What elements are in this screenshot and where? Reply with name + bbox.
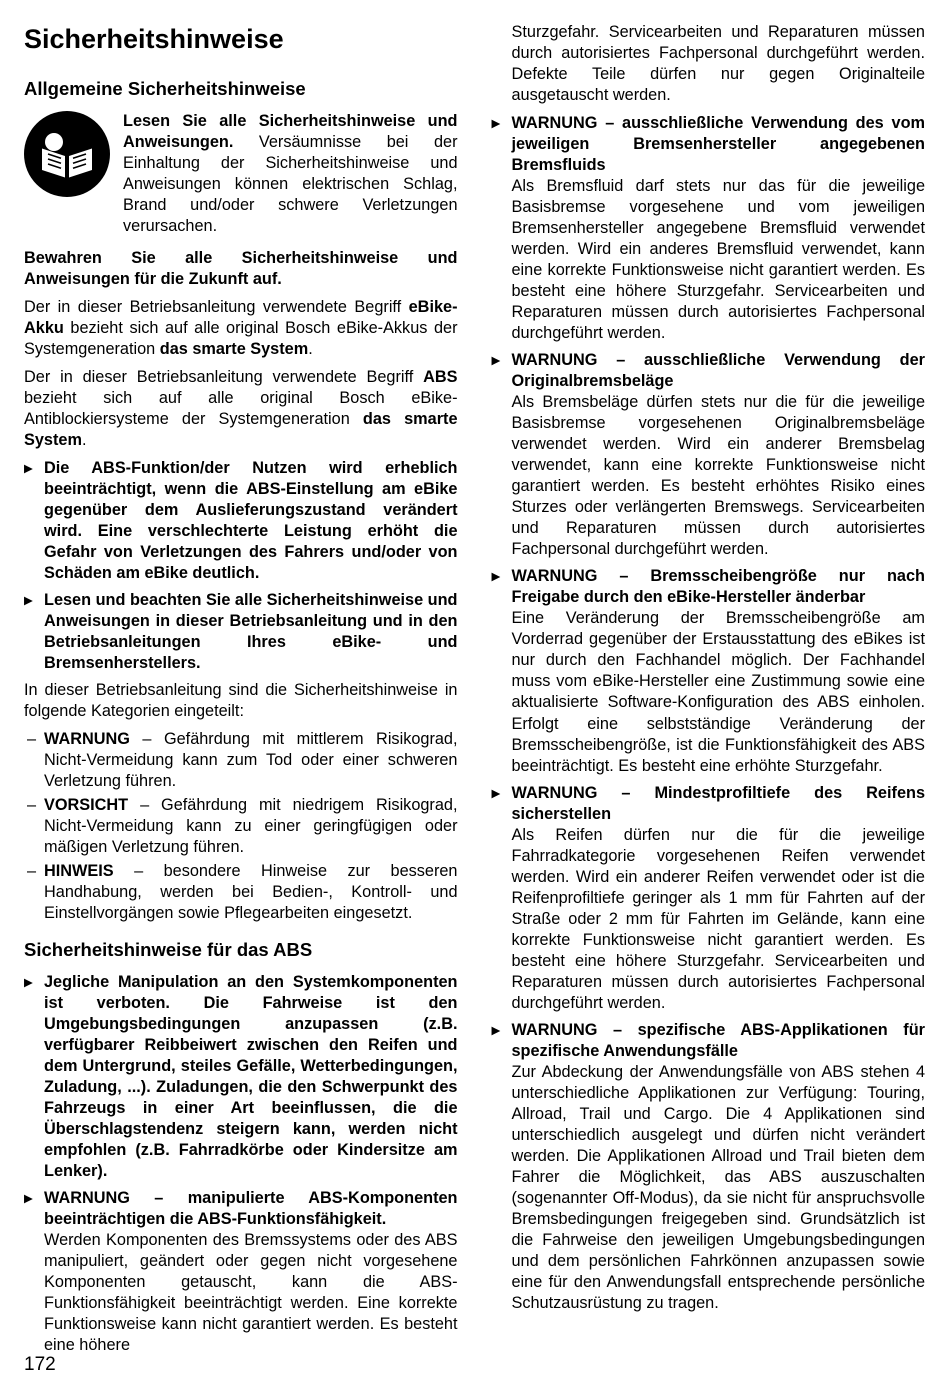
bullet-head: WARNUNG – spezifische ABS-Applikationen für spezifische Anwendungsfälle bbox=[511, 1020, 925, 1060]
warning-bullet-originalbremsbelaege bbox=[492, 350, 926, 560]
section-heading-general: Allgemeine Sicherheitshinweise bbox=[24, 77, 306, 99]
term-definition-ebike-akku: Der in dieser Betriebsanleitung verwendete Begriff eBike-Akku bezieht sich auf alle original Bosch eBike-Akkus der Systemgeneration das smarte System. bbox=[24, 297, 458, 358]
category-text: WARNUNG – Gefährdung mit mittlerem Risikograd, Nicht-Vermeidung kann zum Tod oder einer schweren Verletzung führen. bbox=[44, 730, 458, 791]
bullet-head: WARNUNG – Mindestprofiltiefe des Reifens sicherstellen bbox=[511, 783, 925, 823]
bullet-head: WARNUNG – ausschließliche Verwendung der Originalbremsbeläge bbox=[511, 351, 925, 391]
page-title: Sicherheitshinweise bbox=[24, 24, 284, 54]
warning-bullet-mindestprofiltiefe bbox=[492, 783, 926, 1014]
category-item-vorsicht bbox=[24, 795, 458, 858]
abs-bullet-manipulation bbox=[24, 972, 458, 1182]
two-column-layout bbox=[24, 22, 925, 1362]
triangle-bullet-icon: ▶ bbox=[491, 1024, 501, 1037]
warning-bullet-bremsfluid bbox=[492, 113, 926, 344]
safety-bullet-read-observe bbox=[24, 590, 458, 674]
triangle-bullet-icon: ▶ bbox=[491, 787, 501, 800]
section-heading-abs: Sicherheitshinweise für das ABS bbox=[24, 939, 313, 961]
warning-bullet-abs-applikationen bbox=[492, 1020, 926, 1314]
bullet-head: WARNUNG – ausschließliche Verwendung des vom jeweiligen Bremsenhersteller angegebenen Bremsfluids bbox=[511, 114, 925, 175]
keep-notice-text: Bewahren Sie alle Sicherheitshinweise und Anweisungen für die Zukunft auf. bbox=[24, 248, 458, 288]
bullet-body: Zur Abdeckung der Anwendungsfälle von ABS stehen 4 unterschiedliche Applikationen zur Verfügung: Touring, Allroad, Trail und Cargo. Die 4 Applikationen sind unterschiedlich ausgelegt und dürfen nicht verändert werden. Die Applikationen Allroad und Trail bieten dem Fahrer die Möglichkeit, das ABS auszuschalten (sogenannter Off-Modus), da sie nicht für anspruchsvolle Bremsbedingungen freigegeben sind. Grundsätzlich ist die Fahrweise den jeweiligen Umgebungsbedingungen und dem persönlichen Fahrkönnen anzupassen sowie eine für den Anwendungsfall entsprechende persönliche Schutzausrüstung zu tragen. bbox=[511, 1062, 925, 1312]
safety-bullet-abs-function bbox=[24, 458, 458, 584]
categories-intro-text: In dieser Betriebsanleitung sind die Sicherheitshinweise in folgende Kategorien eingeteilt: bbox=[24, 681, 458, 721]
warning-bullet-bremsscheibengroesse bbox=[492, 566, 926, 776]
abs-bullet-manipulated-components bbox=[24, 1188, 458, 1356]
dash-bullet-icon: – bbox=[27, 862, 37, 881]
read-notice-text: Lesen Sie alle Sicherheitshinweise und Anweisungen. Versäumnisse bei der Einhaltung der Sicherheitshinweise und Anweisungen können elektrischen Schlag, Brand und/oder schwere Verletzungen verursachen. bbox=[123, 111, 458, 235]
triangle-bullet-icon: ▶ bbox=[24, 1193, 33, 1206]
triangle-bullet-icon: ▶ bbox=[24, 595, 33, 608]
bullet-head: WARNUNG – manipulierte ABS-Komponenten beeinträchtigen die ABS-Funktionsfähigkeit. bbox=[44, 1189, 458, 1229]
read-notice-block bbox=[24, 111, 458, 244]
right-column bbox=[492, 22, 926, 1362]
continuation-text: Sturzgefahr. Servicearbeiten und Reparaturen müssen durch autorisiertes Fachpersonal durchgeführt werden. Defekte Teile dürfen nur gegen Originalteile ausgetauscht werden. bbox=[511, 23, 925, 105]
term-definition-abs: Der in dieser Betriebsanleitung verwendete Begriff ABS bezieht sich auf alle original Bosch eBike-Antiblockiersysteme der Systemgeneration das smarte System. bbox=[24, 367, 458, 449]
bullet-text: Die ABS-Funktion/der Nutzen wird erheblich beeinträchtigt, wenn die ABS-Einstellung am eBike gegenüber dem Auslieferungszustand verändert wird. Eine verschlechterte Leistung erhöht die Gefahr von Verletzungen des Fahrers und/oder von Schäden am eBike deutlich. bbox=[44, 458, 458, 582]
dash-bullet-icon: – bbox=[27, 796, 37, 815]
triangle-bullet-icon: ▶ bbox=[491, 118, 501, 131]
bullet-body: Werden Komponenten des Bremssystems oder des ABS manipuliert, geändert oder gegen nicht vorgesehene Komponenten getauscht, kann die ABS-Funktionsfähigkeit beeinträchtigt werden. Eine korrekte Funktionsweise kann nicht garantiert werden. Es besteht eine höhere bbox=[44, 1231, 458, 1355]
category-item-warnung bbox=[24, 729, 458, 792]
bullet-text: Jegliche Manipulation an den Systemkomponenten ist verboten. Die Fahrweise ist den Umgebungsbedingungen anzupassen (z.B. verfügbarer Reibbeiwert zwischen den Reifen und dem Untergrund, steiles Gefälle, Wetterbedingungen, Zuladung, ...). Zuladungen, die den Schwerpunkt des Fahrzeugs in einer Art beeinflussen, die die Überschlagstendenz steigern kann, werden nicht empfohlen (z.B. Fahrradkörbe oder Kindersitze am Lenker). bbox=[44, 973, 458, 1181]
bullet-body: Als Bremsbeläge dürfen stets nur die für die jeweilige Basisbremse vorgesehenen Originalbremsbeläge verwendet werden. Wird ein anderer Bremsbelag verwendet, kann eine korrekte Funktionsweise nicht garantiert werden. Es besteht erhöhtes Risiko eines Sturzes oder verlängerten Bremswegs. Servicearbeiten und Reparaturen müssen durch autorisiertes Fachpersonal durchgeführt werden. bbox=[511, 393, 925, 559]
bullet-text: Lesen und beachten Sie alle Sicherheitshinweise und Anweisungen in dieser Betriebsanleitung und in den Betriebsanleitungen Ihres eBike- und Bremsenherstellers. bbox=[44, 591, 458, 673]
category-text: HINWEIS – besondere Hinweise zur besseren Handhabung, werden bei Bedien-, Kontroll- und Einstellvorgängen sowie Pflegearbeiten eingesetzt. bbox=[44, 862, 458, 923]
read-manual-icon bbox=[24, 111, 110, 197]
triangle-bullet-icon: ▶ bbox=[491, 355, 501, 368]
dash-bullet-icon: – bbox=[27, 730, 37, 749]
category-text: VORSICHT – Gefährdung mit niedrigem Risikograd, Nicht-Vermeidung kann zu einer geringfügigen oder mäßigen Verletzung führen. bbox=[44, 796, 458, 857]
triangle-bullet-icon: ▶ bbox=[24, 977, 33, 990]
category-item-hinweis bbox=[24, 861, 458, 924]
bullet-head: WARNUNG – Bremsscheibengröße nur nach Freigabe durch den eBike-Hersteller änderbar bbox=[511, 567, 925, 607]
page-number: 172 bbox=[24, 1354, 56, 1375]
bullet-body: Als Reifen dürfen nur die für die jeweilige Fahrradkategorie vorgesehenen Reifen verwendet werden. Wird ein anderer Reifen verwendet oder ist die Reifenprofiltiefe geringer als 1 mm für Fahrten auf der Straße oder 2 mm für Fahrten im Gelände, kann eine korrekte Funktionsweise nicht garantiert werden. Es besteht eine höhere Sturzgefahr. Servicearbeiten und Reparaturen müssen durch autorisiertes Fachpersonal durchgeführt werden. bbox=[511, 825, 925, 1012]
left-column bbox=[24, 22, 458, 1362]
bullet-body: Eine Veränderung der Bremsscheibengröße am Vorderrad gegenüber der Erstausstattung des eBikes ist nur durch den Fachhandel möglich. Der Fachhandel muss vom eBike-Hersteller eine Zustimmung sowie eine aktualisierte Software-Konfiguration des ABS einholen. Erfolgt eine selbstständige Veränderung der Bremsscheibengröße, ist die Funktionsfähigkeit des ABS beeinträchtigt. Es besteht eine erhöhte Sturzgefahr. bbox=[511, 609, 925, 775]
triangle-bullet-icon: ▶ bbox=[491, 571, 501, 584]
bullet-body: Als Bremsfluid darf stets nur das für die jeweilige Basisbremse vorgesehene und vom jeweiligen Bremsenhersteller angegebene Bremsfluid verwendet werden. Wird ein anderes Bremsfluid verwendet, kann eine korrekte Funktionsweise nicht garantiert werden. Es besteht eine höhere Sturzgefahr. Servicearbeiten und Reparaturen müssen durch autorisiertes Fachpersonal durchgeführt werden. bbox=[511, 177, 925, 343]
triangle-bullet-icon: ▶ bbox=[24, 462, 33, 475]
